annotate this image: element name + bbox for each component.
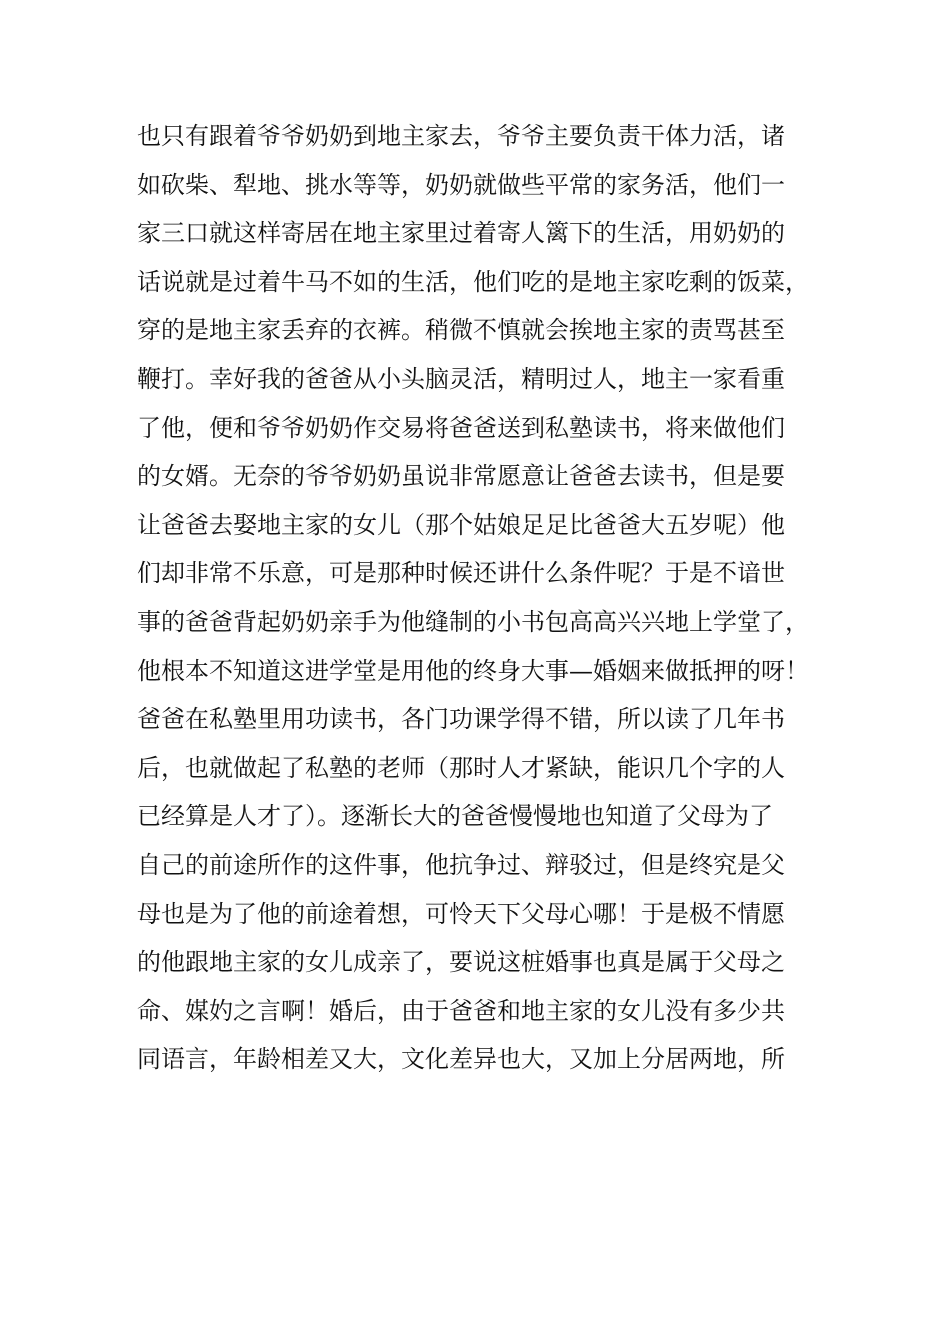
- text-line: 让爸爸去娶地主家的女儿（那个姑娘足足比爸爸大五岁呢）他: [137, 510, 785, 539]
- text-line: 鞭打。幸好我的爸爸从小头脑灵活，精明过人，地主一家看重: [137, 364, 785, 393]
- text-line: 已经算是人才了）。逐渐长大的爸爸慢慢地也知道了父母为了: [137, 802, 773, 831]
- text-line: 的他跟地主家的女儿成亲了，要说这桩婚事也真是属于父母之: [137, 948, 785, 977]
- text-line: 爸爸在私塾里用功读书，各门功课学得不错，所以读了几年书: [137, 705, 785, 734]
- text-line: 如砍柴、犁地、挑水等等，奶奶就做些平常的家务活，他们一: [137, 170, 785, 199]
- text-line: 自己的前途所作的这件事，他抗争过、辩驳过，但是终究是父: [137, 850, 785, 879]
- text-line: 穿的是地主家丢弃的衣裤。稍微不慎就会挨地主家的责骂甚至: [137, 316, 785, 345]
- text-line: 话说就是过着牛马不如的生活，他们吃的是地主家吃剩的饭菜，: [137, 267, 809, 296]
- text-line: 了他，便和爷爷奶奶作交易将爸爸送到私塾读书，将来做他们: [137, 413, 785, 442]
- text-line: 的女婿。无奈的爷爷奶奶虽说非常愿意让爸爸去读书，但是要: [137, 462, 785, 491]
- text-line: 同语言，年龄相差又大，文化差异也大，又加上分居两地，所: [137, 1045, 785, 1074]
- text-line: 事的爸爸背起奶奶亲手为他缝制的小书包高高兴兴地上学堂了，: [137, 607, 809, 636]
- text-line: 命、媒妁之言啊！婚后，由于爸爸和地主家的女儿没有多少共: [137, 996, 785, 1025]
- body-text: [137, 112, 837, 1084]
- text-line: 也只有跟着爷爷奶奶到地主家去，爷爷主要负责干体力活，诸: [137, 122, 785, 150]
- text-line: 家三口就这样寄居在地主家里过着寄人篱下的生活，用奶奶的: [137, 219, 785, 248]
- text-line: 后，也就做起了私塾的老师（那时人才紧缺，能识几个字的人: [137, 753, 785, 782]
- text-line: 们却非常不乐意，可是那种时候还讲什么条件呢？于是不谙世: [137, 559, 785, 588]
- text-line: 他根本不知道这进学堂是用他的终身大事—婚姻来做抵押的呀！: [137, 656, 809, 685]
- text-line: 母也是为了他的前途着想，可怜天下父母心哪！于是极不情愿: [137, 899, 785, 928]
